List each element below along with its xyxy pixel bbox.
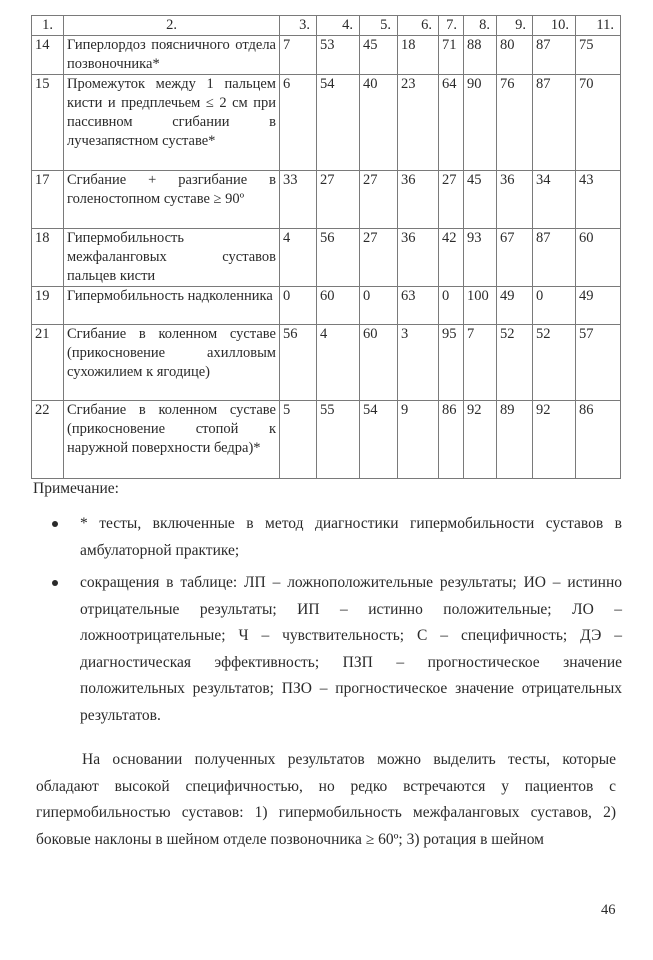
note-label: Примечание: [33, 480, 119, 497]
bullet-icon [52, 580, 58, 586]
table-cell: 0 [533, 287, 576, 325]
row-number: 19 [32, 287, 64, 325]
table-cell: 87 [533, 229, 576, 287]
table-cell: 57 [576, 325, 621, 401]
table-cell: 88 [464, 36, 497, 75]
row-number: 21 [32, 325, 64, 401]
table-row [32, 401, 621, 479]
table-cell: 0 [360, 287, 398, 325]
note-text: * тесты, включенные в метод диагностики гипермобильности суставов в амбулаторной практике; [80, 515, 622, 559]
table-row [32, 325, 621, 401]
table-cell: 100 [464, 287, 497, 325]
table-cell: 7 [280, 36, 317, 75]
table-cell: 90 [464, 75, 497, 171]
test-description: Гипермобильность межфаланговых суставов пальцев кисти [64, 229, 280, 287]
table-cell: 86 [439, 401, 464, 479]
test-description: Сгибание + разгибание в голеностопном суставе ≥ 90º [64, 171, 280, 229]
table-cell: 43 [576, 171, 621, 229]
column-header: 6. [398, 16, 439, 36]
table-cell: 56 [317, 229, 360, 287]
table-cell: 60 [317, 287, 360, 325]
row-number: 14 [32, 36, 64, 75]
table-cell: 27 [439, 171, 464, 229]
table-cell: 60 [576, 229, 621, 287]
table-cell: 27 [360, 229, 398, 287]
table-cell: 89 [497, 401, 533, 479]
table-cell: 33 [280, 171, 317, 229]
table-cell: 54 [360, 401, 398, 479]
table-cell: 92 [464, 401, 497, 479]
table-cell: 36 [398, 171, 439, 229]
row-number: 15 [32, 75, 64, 171]
table-cell: 4 [317, 325, 360, 401]
table-cell: 80 [497, 36, 533, 75]
note-text: сокращения в таблице: ЛП – ложноположительные результаты; ИО – истинно отрицательные результаты; ИП – истинно положительные; ЛО – ложноотрицательные; Ч – чувствительность; С – специфичность; ДЭ – диагностическая эффективность; ПЗП – прогностическое значение положительных результатов; ПЗО – прогностическое значение отрицательных результатов. [80, 574, 622, 724]
table-row [32, 36, 621, 75]
column-header: 11. [576, 16, 621, 36]
body-paragraph: На основании полученных результатов можно выделить тесты, которые обладают высокой специфичностью, но редко встречаются у пациентов с гипермобильностью суставов: 1) гипермобильность межфаланговых суставов, 2) боковые наклоны в шейном отделе позвоночника ≥ 60º; 3) ротация в шейном [36, 751, 616, 848]
table-row [32, 171, 621, 229]
table-cell: 49 [497, 287, 533, 325]
table-cell: 34 [533, 171, 576, 229]
table-cell: 7 [464, 325, 497, 401]
table-cell: 75 [576, 36, 621, 75]
table-cell: 5 [280, 401, 317, 479]
page-number: 46 [601, 902, 616, 918]
column-header: 8. [464, 16, 497, 36]
table-header-row [32, 16, 621, 36]
table-cell: 0 [439, 287, 464, 325]
table-cell: 42 [439, 229, 464, 287]
results-table [31, 15, 621, 479]
notes-list [52, 511, 622, 735]
test-description: Промежуток между 1 пальцем кисти и предплечьем ≤ 2 см при пассивном сгибании в лучезапястном суставе* [64, 75, 280, 171]
column-header: 3. [280, 16, 317, 36]
column-header: 10. [533, 16, 576, 36]
table-cell: 76 [497, 75, 533, 171]
table-cell: 4 [280, 229, 317, 287]
table-cell: 27 [317, 171, 360, 229]
column-header: 7. [439, 16, 464, 36]
column-header: 2. [64, 16, 280, 36]
table-cell: 49 [576, 287, 621, 325]
table-row [32, 75, 621, 171]
table-cell: 3 [398, 325, 439, 401]
table-cell: 27 [360, 171, 398, 229]
table-cell: 0 [280, 287, 317, 325]
table-cell: 92 [533, 401, 576, 479]
table-row [32, 287, 621, 325]
table-cell: 87 [533, 36, 576, 75]
table-cell: 56 [280, 325, 317, 401]
table-cell: 67 [497, 229, 533, 287]
row-number: 17 [32, 171, 64, 229]
table-cell: 55 [317, 401, 360, 479]
table-row [32, 229, 621, 287]
table-cell: 45 [464, 171, 497, 229]
test-description: Гиперлордоз поясничного отдела позвоночника* [64, 36, 280, 75]
row-number: 18 [32, 229, 64, 287]
table-cell: 6 [280, 75, 317, 171]
column-header: 4. [317, 16, 360, 36]
table-cell: 53 [317, 36, 360, 75]
table-cell: 52 [533, 325, 576, 401]
table-cell: 64 [439, 75, 464, 171]
column-header: 5. [360, 16, 398, 36]
note-item [52, 570, 622, 729]
table-cell: 71 [439, 36, 464, 75]
note-item [52, 511, 622, 564]
table-cell: 52 [497, 325, 533, 401]
table-cell: 86 [576, 401, 621, 479]
test-description: Сгибание в коленном суставе (прикосновение стопой к наружной поверхности бедра)* [64, 401, 280, 479]
table-cell: 36 [398, 229, 439, 287]
table-cell: 70 [576, 75, 621, 171]
table-cell: 45 [360, 36, 398, 75]
table-cell: 23 [398, 75, 439, 171]
column-header: 1. [32, 16, 64, 36]
table-cell: 54 [317, 75, 360, 171]
table-cell: 36 [497, 171, 533, 229]
test-description: Сгибание в коленном суставе (прикосновение ахилловым сухожилием к ягодице) [64, 325, 280, 401]
row-number: 22 [32, 401, 64, 479]
table-cell: 93 [464, 229, 497, 287]
bullet-icon [52, 521, 58, 527]
table-cell: 60 [360, 325, 398, 401]
column-header: 9. [497, 16, 533, 36]
table-cell: 9 [398, 401, 439, 479]
table-cell: 40 [360, 75, 398, 171]
test-description: Гипермобильность надколенника [64, 287, 280, 325]
table-cell: 18 [398, 36, 439, 75]
table-cell: 95 [439, 325, 464, 401]
table-cell: 87 [533, 75, 576, 171]
table-cell: 63 [398, 287, 439, 325]
